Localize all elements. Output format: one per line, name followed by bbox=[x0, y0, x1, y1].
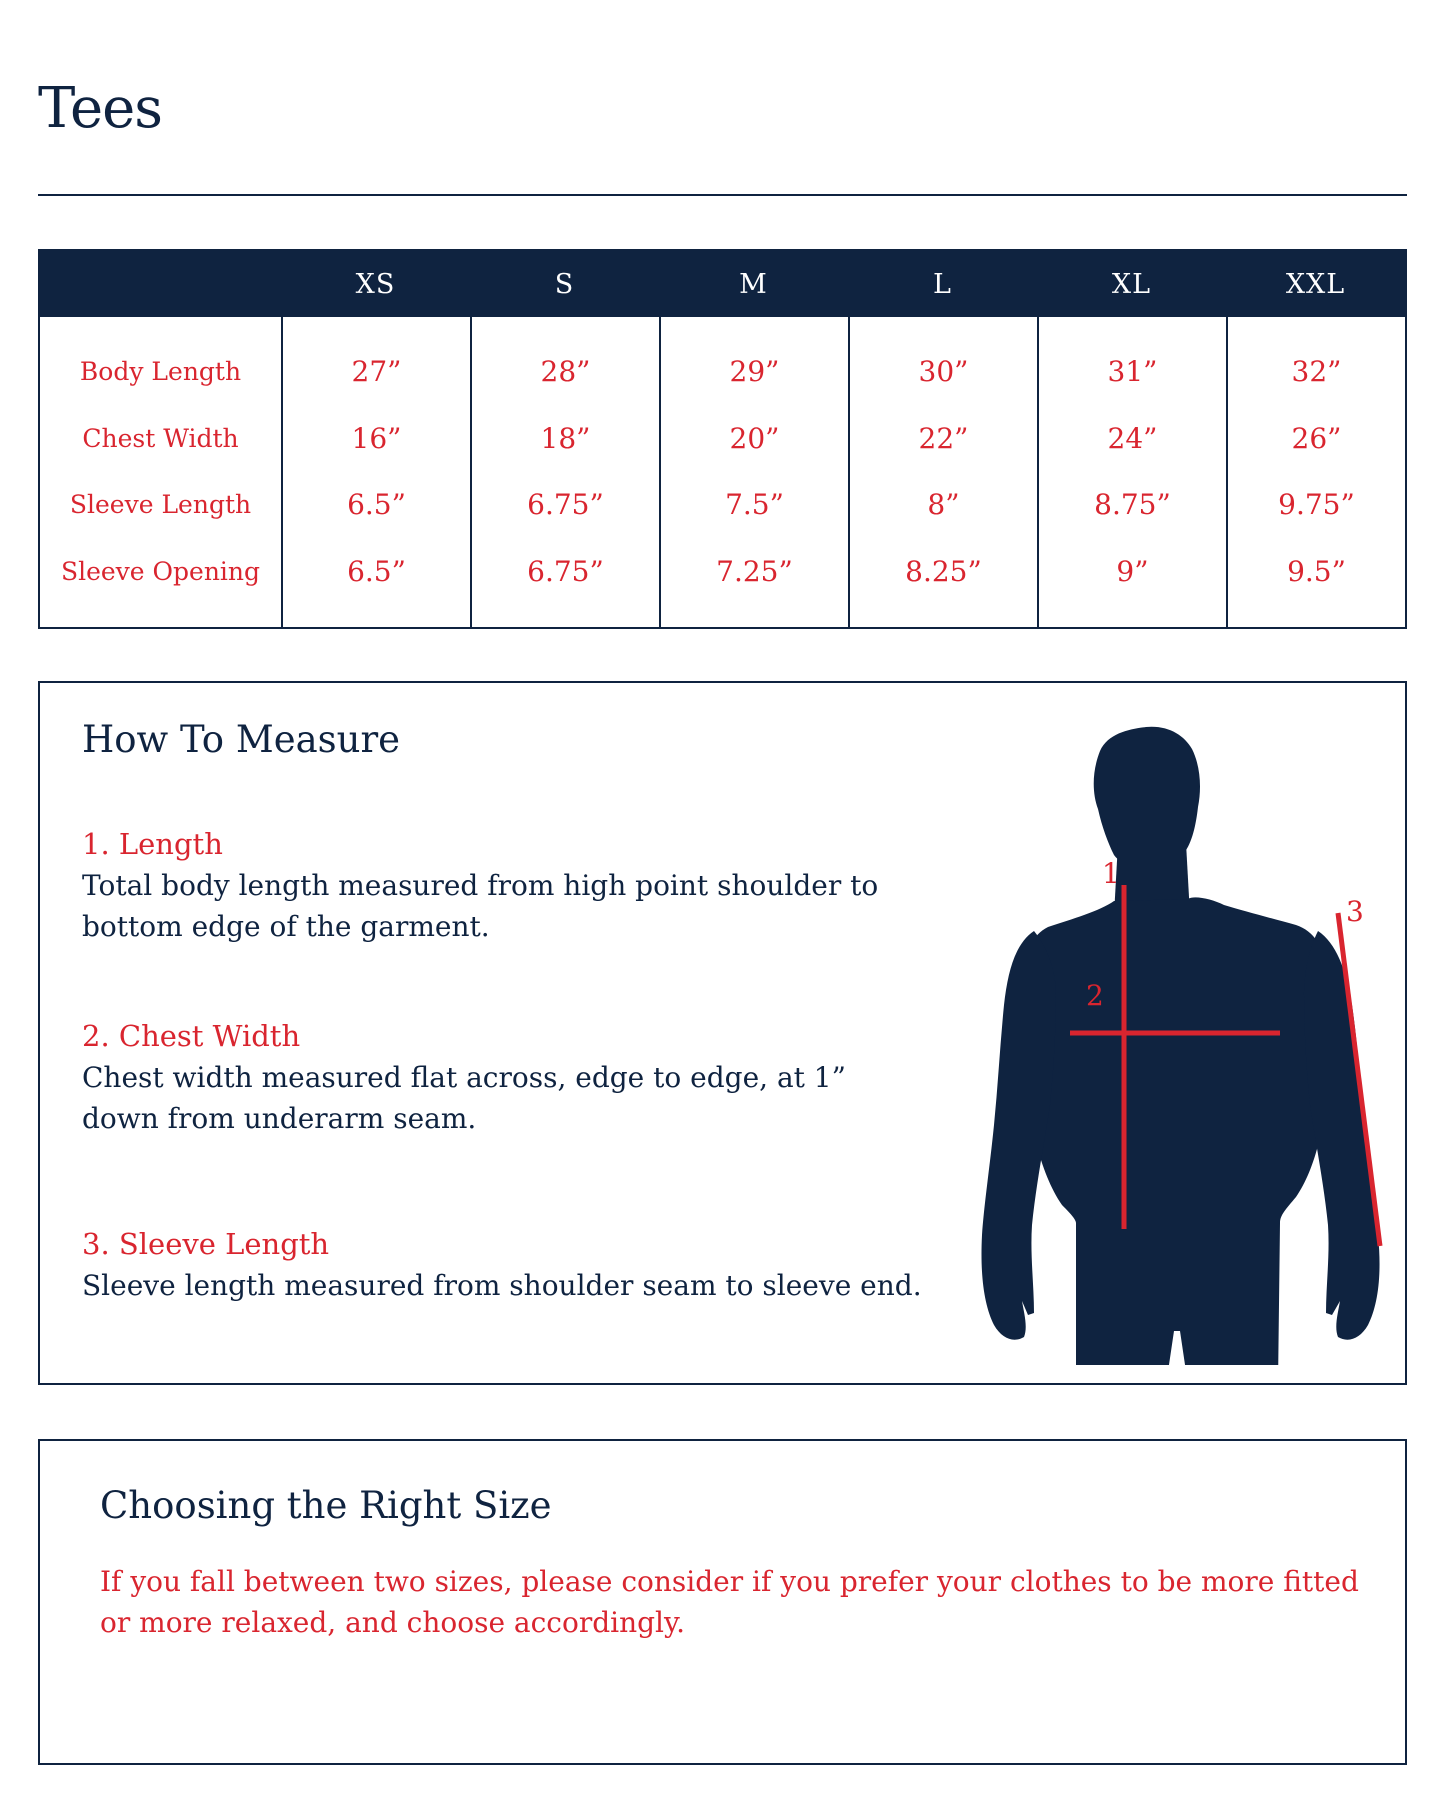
size-table-body bbox=[40, 317, 1405, 627]
marker-1: 1 bbox=[1102, 857, 1120, 890]
table-cell: 30” bbox=[918, 354, 969, 388]
row-label-sleeve-opening: Sleeve Opening bbox=[60, 557, 261, 587]
table-cell: 18” bbox=[540, 421, 591, 455]
choosing-size-panel bbox=[38, 1439, 1407, 1765]
measurement-labels-column bbox=[40, 317, 281, 627]
row-label-sleeve-length: Sleeve Length bbox=[69, 490, 252, 520]
title-divider bbox=[38, 194, 1407, 196]
step-description: Sleeve length measured from shoulder seam to sleeve end. bbox=[82, 1269, 922, 1302]
size-header-m: M bbox=[739, 268, 768, 300]
marker-2: 2 bbox=[1086, 979, 1104, 1012]
table-cell: 20” bbox=[729, 421, 780, 455]
row-label-body-length: Body Length bbox=[79, 356, 242, 386]
marker-3: 3 bbox=[1346, 895, 1364, 928]
table-cell: 7.5” bbox=[725, 488, 784, 522]
step-title: 3. Sleeve Length bbox=[82, 1227, 330, 1261]
size-column-xs bbox=[281, 317, 470, 627]
table-cell: 16” bbox=[351, 421, 402, 455]
size-column-s bbox=[470, 317, 659, 627]
size-chart-table bbox=[38, 249, 1407, 629]
table-cell: 8.25” bbox=[905, 555, 982, 589]
step-description: Chest width measured flat across, edge to edge, at 1” down from underarm seam. bbox=[82, 1061, 846, 1135]
page-title: Tees bbox=[38, 76, 163, 141]
table-cell: 27” bbox=[351, 354, 402, 388]
table-cell: 7.25” bbox=[716, 555, 793, 589]
step-description: Total body length measured from high point shoulder to bottom edge of the garment. bbox=[82, 869, 879, 943]
table-cell: 6.5” bbox=[347, 488, 406, 522]
table-cell: 8.75” bbox=[1094, 488, 1171, 522]
body-silhouette-icon bbox=[982, 727, 1380, 1365]
size-column-xl bbox=[1037, 317, 1226, 627]
step-title: 2. Chest Width bbox=[82, 1019, 301, 1053]
table-cell: 6.5” bbox=[347, 555, 406, 589]
size-header-xs: XS bbox=[355, 268, 396, 300]
size-header-xl: XL bbox=[1111, 268, 1152, 300]
size-header-xxl: XXL bbox=[1285, 268, 1346, 300]
table-cell: 9” bbox=[1116, 555, 1149, 589]
body-measurement-figure bbox=[980, 715, 1385, 1365]
step-title: 1. Length bbox=[82, 827, 223, 861]
table-cell: 32” bbox=[1291, 354, 1342, 388]
measure-step-sleeve-length bbox=[82, 1223, 922, 1306]
table-cell: 26” bbox=[1291, 421, 1342, 455]
size-header-row bbox=[40, 251, 1405, 317]
choosing-size-text: If you fall between two sizes, please consider if you prefer your clothes to be more fitted or more relaxed, and choose accordingly. bbox=[100, 1565, 1359, 1639]
size-column-m bbox=[659, 317, 848, 627]
how-to-measure-panel bbox=[38, 681, 1407, 1385]
measure-step-chest-width bbox=[82, 1015, 922, 1139]
header-corner-cell bbox=[40, 251, 281, 317]
size-header-l: L bbox=[933, 268, 952, 300]
how-to-measure-heading: How To Measure bbox=[82, 718, 401, 761]
table-cell: 29” bbox=[729, 354, 780, 388]
size-column-l bbox=[848, 317, 1037, 627]
table-cell: 9.75” bbox=[1278, 488, 1355, 522]
table-cell: 8” bbox=[927, 488, 960, 522]
size-header-s: S bbox=[554, 268, 575, 300]
table-cell: 6.75” bbox=[527, 555, 604, 589]
table-cell: 6.75” bbox=[527, 488, 604, 522]
measure-step-length bbox=[82, 823, 922, 947]
table-cell: 31” bbox=[1107, 354, 1158, 388]
size-column-xxl bbox=[1226, 317, 1405, 627]
table-cell: 22” bbox=[918, 421, 969, 455]
table-cell: 24” bbox=[1107, 421, 1158, 455]
choosing-size-heading: Choosing the Right Size bbox=[100, 1484, 552, 1527]
table-cell: 9.5” bbox=[1287, 555, 1346, 589]
table-cell: 28” bbox=[540, 354, 591, 388]
row-label-chest-width: Chest Width bbox=[82, 423, 239, 453]
